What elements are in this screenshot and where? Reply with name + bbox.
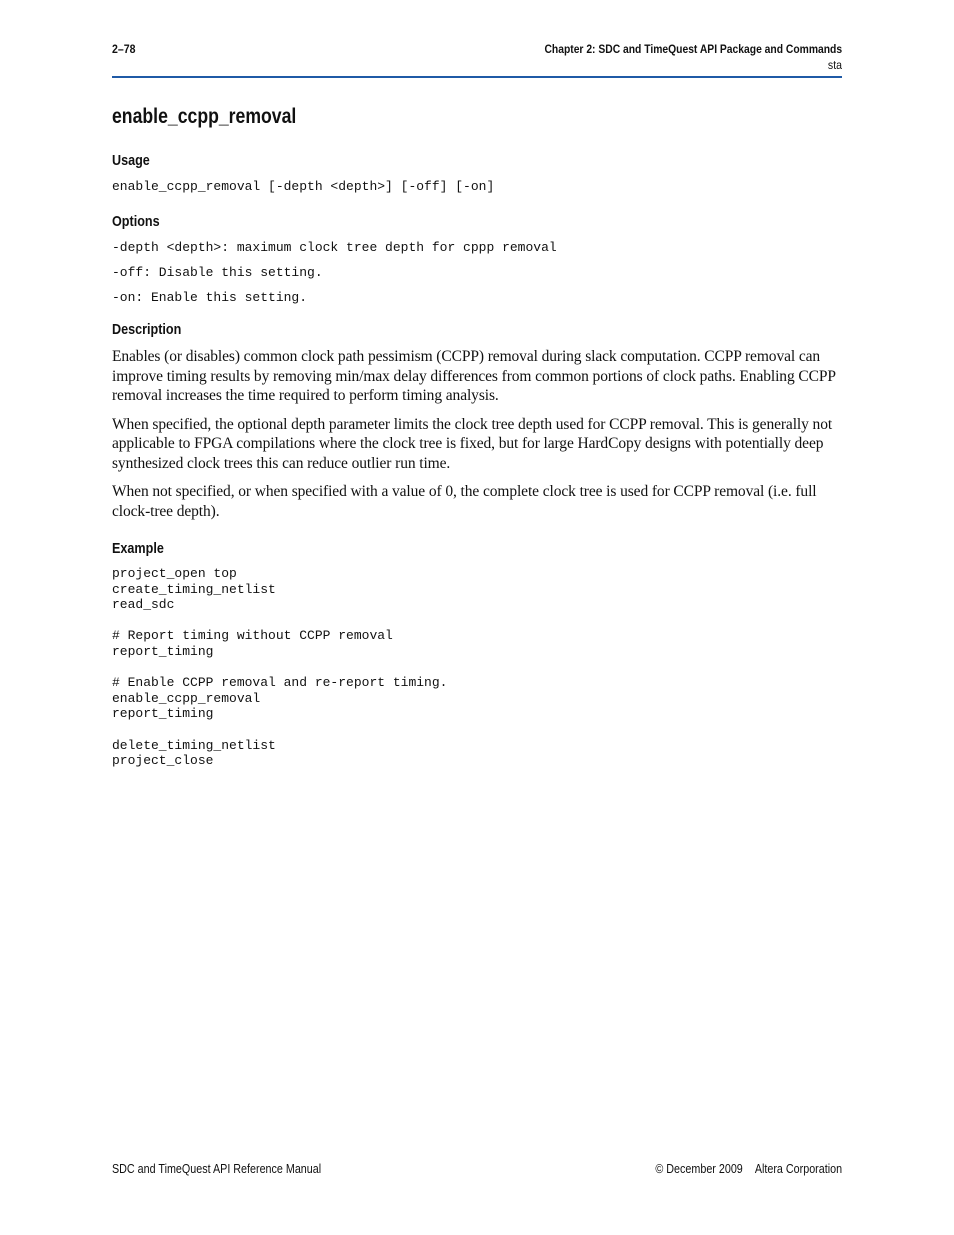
option-on: -on: Enable this setting. [112, 290, 308, 305]
code-line: report_timing [112, 643, 214, 659]
code-line: report_timing [112, 706, 214, 722]
code-gap [112, 722, 842, 738]
option-off: -off: Disable this setting. [112, 265, 323, 280]
company-name: Altera Corporation [754, 1162, 842, 1176]
code-line: create_timing_netlist [112, 581, 276, 597]
example-code [112, 566, 842, 769]
options-heading: Options [112, 213, 160, 230]
description-paragraph-2: When specified, the optional depth parameter limits the clock tree depth used for CCPP removal. This is generally not applicable to FPGA compilations where the clock tree is fixed, but for large HardCopy designs with potentially deep synthesized clock trees this can reduce outlier run time. [112, 415, 833, 472]
section-reference: sta [827, 58, 842, 72]
description-heading: Description [112, 321, 182, 338]
option-depth: -depth <depth>: maximum clock tree depth for cppp removal [112, 240, 557, 255]
page-number: 2–78 [112, 42, 136, 56]
header-rule [112, 76, 842, 78]
chapter-title: Chapter 2: SDC and TimeQuest API Package and Commands [544, 42, 842, 56]
code-gap [112, 660, 842, 676]
code-line: project_close [112, 753, 214, 769]
code-line: enable_ccpp_removal [112, 690, 261, 706]
code-comment: # Report timing without CCPP removal [112, 628, 393, 644]
code-gap [112, 613, 842, 629]
main-content [112, 104, 842, 769]
code-line: project_open top [112, 566, 237, 581]
description-paragraph-1: Enables (or disables) common clock path pessimism (CCPP) removal during slack computation. CCPP removal can improve timing results by removing min/max delay differences from common portions of clock paths. Enabling CCPP removal increases the time required to perform timing analysis. [112, 348, 836, 404]
usage-syntax: enable_ccpp_removal [-depth <depth>] [-off] [-on] [112, 179, 495, 194]
example-heading: Example [112, 540, 164, 557]
page-header [112, 42, 842, 78]
usage-heading: Usage [112, 152, 150, 169]
description-paragraph-3: When not specified, or when specified with a value of 0, the complete clock tree is used for CCPP removal (i.e. full clock-tree depth). [112, 483, 817, 520]
footer-right [655, 1162, 842, 1176]
code-line: read_sdc [112, 597, 175, 613]
manual-title: SDC and TimeQuest API Reference Manual [112, 1162, 322, 1176]
code-line: delete_timing_netlist [112, 737, 276, 753]
page-footer [112, 1162, 842, 1178]
command-title: enable_ccpp_removal [112, 105, 297, 128]
copyright-date: © December 2009 [655, 1162, 743, 1176]
code-comment: # Enable CCPP removal and re-report timing. [112, 675, 448, 691]
